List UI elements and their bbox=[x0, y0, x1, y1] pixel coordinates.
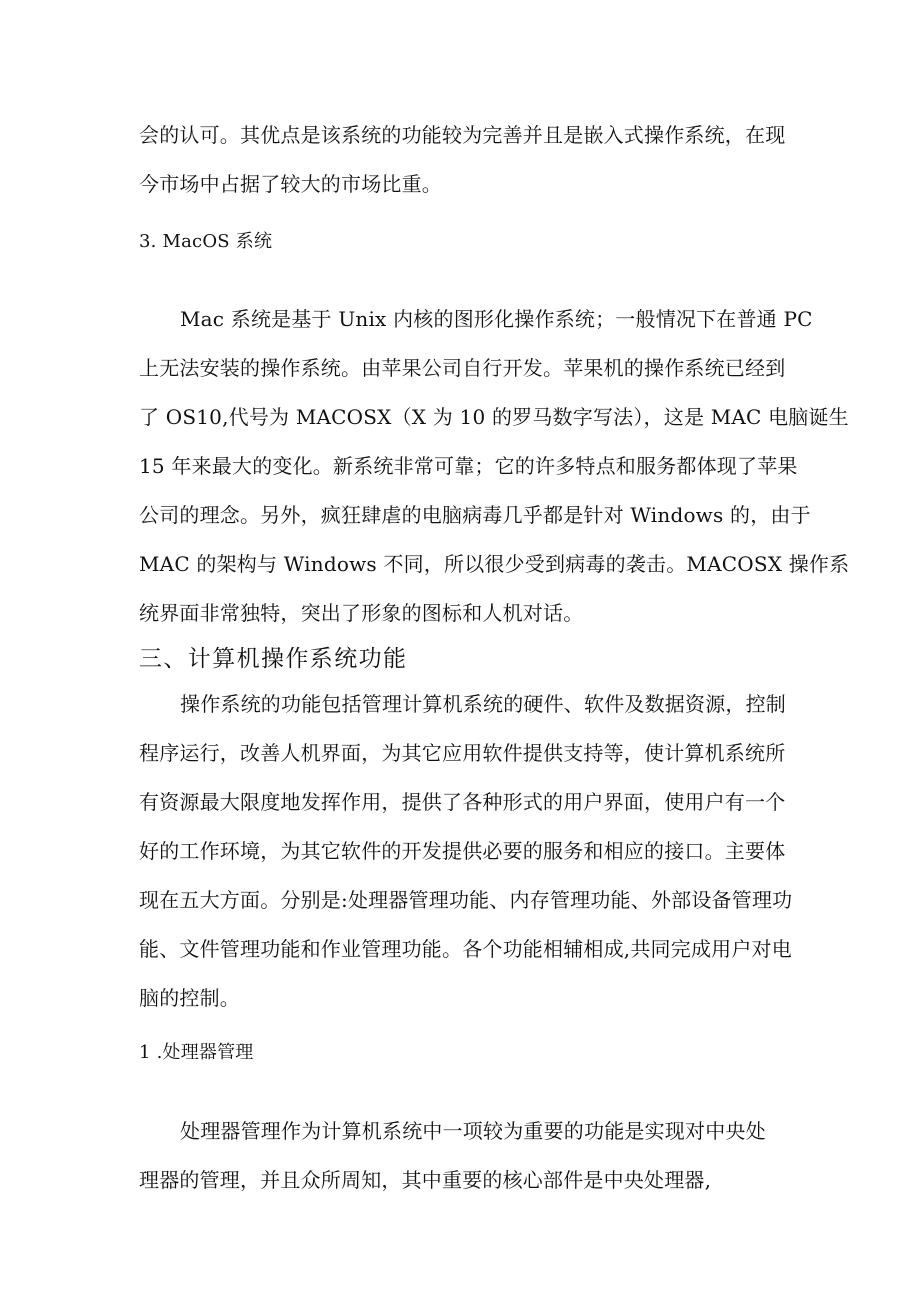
paragraph-line: MAC 的架构与 Windows 不同，所以很少受到病毒的袭击。MACOSX 操作系 bbox=[139, 552, 850, 576]
section-heading-macos: 3. MacOS 系统 bbox=[139, 231, 273, 252]
paragraph-line: Mac 系统是基于 Unix 内核的图形化操作系统；一般情况下在普通 PC bbox=[180, 307, 813, 331]
paragraph-line: 15 年来最大的变化。新系统非常可靠；它的许多特点和服务都体现了苹果 bbox=[139, 454, 798, 478]
paragraph-line: 上无法安装的操作系统。由苹果公司自行开发。苹果机的操作系统已经到 bbox=[139, 356, 786, 380]
paragraph-line: 今市场中占据了较大的市场比重。 bbox=[139, 172, 442, 196]
paragraph-line: 脑的控制。 bbox=[139, 986, 240, 1010]
paragraph-line: 了 OS10,代号为 MACOSX（X 为 10 的罗马数字写法），这是 MAC 电脑诞生 bbox=[139, 405, 849, 429]
paragraph-line: 能、文件管理功能和作业管理功能。各个功能相辅相成,共同完成用户对电 bbox=[139, 937, 792, 961]
paragraph-line: 统界面非常独特，突出了形象的图标和人机对话。 bbox=[139, 601, 584, 625]
paragraph-line: 好的工作环境，为其它软件的开发提供必要的服务和相应的接口。主要体 bbox=[139, 839, 786, 863]
paragraph-line: 处理器管理作为计算机系统中一项较为重要的功能是实现对中央处 bbox=[180, 1119, 766, 1143]
paragraph-line: 有资源最大限度地发挥作用，提供了各种形式的用户界面，使用户有一个 bbox=[139, 790, 786, 814]
paragraph-line: 理器的管理，并且众所周知，其中重要的核心部件是中央处理器, bbox=[139, 1168, 712, 1192]
paragraph-line: 操作系统的功能包括管理计算机系统的硬件、软件及数据资源，控制 bbox=[180, 692, 786, 716]
paragraph-line: 程序运行，改善人机界面，为其它应用软件提供支持等，使计算机系统所 bbox=[139, 741, 786, 765]
section-heading-processor: 1 .处理器管理 bbox=[139, 1042, 254, 1063]
paragraph-line: 会的认可。其优点是该系统的功能较为完善并且是嵌入式操作系统，在现 bbox=[139, 123, 786, 147]
section-heading-functions: 三、计算机操作系统功能 bbox=[139, 646, 408, 672]
paragraph-line: 公司的理念。另外，疯狂肆虐的电脑病毒几乎都是针对 Windows 的，由于 bbox=[139, 503, 811, 527]
paragraph-line: 现在五大方面。分别是:处理器管理功能、内存管理功能、外部设备管理功 bbox=[139, 888, 793, 912]
